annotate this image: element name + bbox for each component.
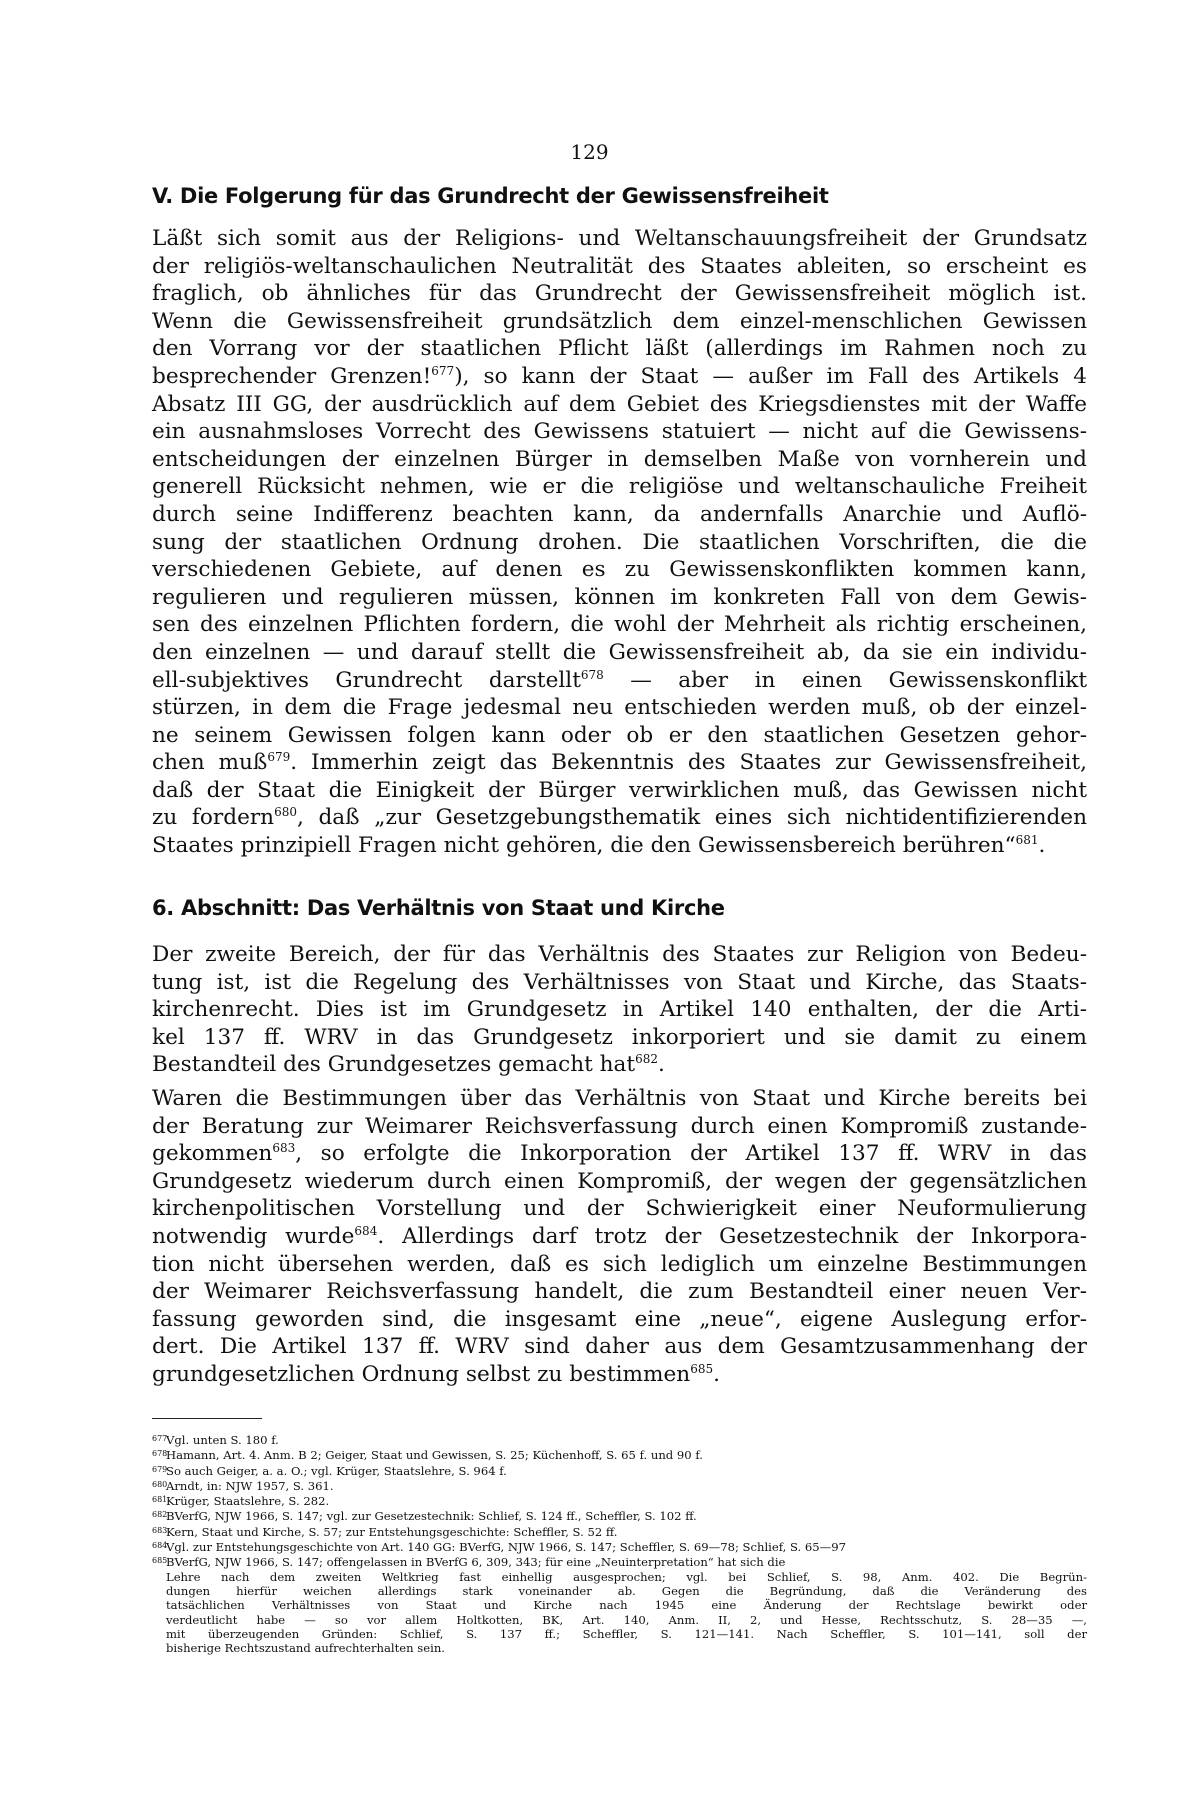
footnote-number: 679 [152,1464,168,1474]
footnote [152,1508,1087,1523]
text-line: verschiedenen Gebiete, auf denen es zu Gewissenskonflikten kommen kann, [152,557,1087,583]
footnote [152,1432,1087,1447]
footnote [152,1478,1087,1493]
line-text: ell-subjektives Grundrecht darstellt [152,667,581,693]
line-text: notwendig wurde [152,1223,355,1249]
footnote-text: Hamann, Art. 4. Anm. B 2; Geiger, Staat und Gewissen, S. 25; Küchenhoff, S. 65 f. und 90 f. [166,1448,703,1463]
footnote-continuation-line: tatsächlichen Verhältnisses von Staat und Kirche nach 1945 eine Änderung der Rechtslage bewirkt oder [166,1598,1087,1613]
text-line: regulieren und regulieren müssen, können im konkreten Fall von dem Gewis- [152,584,1087,610]
text-line: fassung geworden sind, die insgesamt eine „neue“, eigene Auslegung erfor- [152,1306,1087,1332]
text-line: ein ausnahmsloses Vorrecht des Gewissens statuiert — nicht auf die Gewissens- [152,419,1087,445]
footnote-number: 682 [152,1510,168,1520]
line-text: . [1038,833,1046,859]
line-text: . [713,1361,720,1387]
line-text: besprechender Grenzen! [152,363,432,389]
line-text: , daß „zur Gesetzgebungsthematik eines sich nichtidentifizierenden [296,805,1087,831]
footnote [152,1447,1087,1462]
footnote-text: BVerfG, NJW 1966, S. 147; offengelassen in BVerfG 6, 309, 343; für eine „Neuinterpretation“ hat sich die [166,1555,786,1570]
text-line: kirchenrecht. Dies ist im Grundgesetz in Artikel 140 enthalten, der die Arti- [152,997,1087,1023]
footnote-text: Vgl. zur Entstehungsgeschichte von Art. 140 GG: BVerfG, NJW 1966, S. 147; Scheffler, S. 69—78; Schlief, S. 65—97 [166,1540,846,1555]
text-line: tung ist, ist die Regelung des Verhältnisses von Staat und Kirche, das Staats- [152,969,1087,995]
footnotes [152,1432,1087,1655]
footnote-number: 678 [152,1449,168,1459]
footnote [152,1463,1087,1478]
footnote-continuation-line: verdeutlicht habe — so vor allem Holtkotten, BK, Art. 140, Anm. II, 2, und Hesse, Rechtsschutz, S. 28—35 —, [166,1612,1087,1627]
footnote-text: Vgl. unten S. 180 f. [166,1433,279,1447]
line-text: grundgesetzlichen Ordnung selbst zu bestimmen [152,1361,691,1387]
footnote-text: So auch Geiger, a. a. O.; vgl. Krüger, Staatslehre, S. 964 f. [166,1463,507,1478]
text-line [152,804,1087,832]
footnote-continuation-line: Lehre nach dem zweiten Weltkrieg fast einhellig ausgesprochen; vgl. bei Schlief, S. 98, Anm. 402. Die Begrün- [166,1569,1087,1584]
text-line: Der zweite Bereich, der für das Verhältnis des Staates zur Religion von Bedeu- [152,942,1087,967]
text-line: kel 137 ff. WRV in das Grundgesetz inkorporiert und sie damit zu einem [152,1024,1087,1050]
text-line: den Vorrang vor der staatlichen Pflicht läßt (allerdings im Rahmen noch zu [152,336,1087,362]
text-line: den einzelnen — und darauf stellt die Gewissensfreiheit ab, da sie ein individu- [152,639,1087,665]
footnote-continuation-line: dungen hierfür weichen allerdings stark voneinander ab. Gegen die Begründung, daß die Veränderung des [166,1583,1087,1598]
line-text: . [658,1052,665,1078]
section-heading: V. Die Folgerung für das Grundrecht der Gewissensfreiheit [152,184,829,208]
text-line [152,1051,1087,1079]
paragraph-gewissensfreiheit [152,225,1087,860]
text-line: generell Rücksicht nehmen, wie er die religiöse und weltanschauliche Freiheit [152,474,1087,500]
footnote-ref[interactable]: 679 [267,750,291,765]
page-number: 129 [570,140,609,164]
text-line: sen des einzelnen Pflichten fordern, die wohl der Mehrheit als richtig erscheinen, [152,612,1087,638]
text-line: kirchenpolitischen Vorstellung und der Schwierigkeit einer Neuformulierung [152,1196,1087,1222]
footnote-ref[interactable]: 677 [431,363,455,378]
footnote [152,1539,1087,1554]
text-line [152,832,1087,860]
chapter-heading: 6. Abschnitt: Das Verhältnis von Staat und Kirche [152,896,725,920]
text-line [152,1140,1087,1168]
line-text: Bestandteil des Grundgesetzes gemacht hat [152,1052,636,1078]
footnote-continuation-line: mit überzeugenden Gründen: Schlief, S. 137 ff.; Scheffler, S. 121—141. Nach Scheffler, S. 101—141, soll der [166,1626,1087,1641]
footnote-continuation-line: bisherige Rechtszustand aufrechterhalten sein. [166,1641,445,1656]
footnote-number: 684 [152,1541,168,1551]
text-line: der religiös-weltanschaulichen Neutralität des Staates ableiten, so erscheint es [152,253,1087,279]
text-line: dert. Die Artikel 137 ff. WRV sind daher aus dem Gesamtzusammenhang der [152,1334,1087,1360]
text-line: Waren die Bestimmungen über das Verhältnis von Staat und Kirche bereits bei [152,1086,1087,1111]
line-text: zu fordern [152,805,275,831]
text-line: ne seinem Gewissen folgen kann oder ob er den staatlichen Gesetzen gehor- [152,722,1087,748]
footnote-number: 681 [152,1495,168,1505]
text-line: tion nicht übersehen werden, daß es sich lediglich um einzelne Bestimmungen [152,1251,1087,1277]
line-text: , so erfolgte die Inkorporation der Artikel 137 ff. WRV in das [295,1141,1087,1167]
text-line: entscheidungen der einzelnen Bürger in demselben Maße von vornherein und [152,446,1087,472]
footnote-ref[interactable]: 682 [635,1052,659,1067]
footnote-ref[interactable]: 683 [272,1141,296,1156]
footnote-ref[interactable]: 684 [354,1223,378,1238]
footnote [152,1493,1087,1508]
footnote [152,1554,1087,1569]
text-line: der Weimarer Reichsverfassung handelt, die zum Bestandteil einer neuen Ver- [152,1279,1087,1305]
text-line: durch seine Indifferenz beachten kann, da andernfalls Anarchie und Auflö- [152,501,1087,527]
footnote-ref[interactable]: 681 [1015,833,1039,848]
text-line: Grundgesetz wiederum durch einen Kompromiß, der wegen der gegensätzlichen [152,1168,1087,1194]
text-line: daß der Staat die Einigkeit der Bürger verwirklichen muß, das Gewissen nicht [152,777,1087,803]
footnote-text: BVerfG, NJW 1966, S. 147; vgl. zur Gesetzestechnik: Schlief, S. 124 ff., Scheffler, S. 102 ff. [166,1509,697,1524]
line-text: Staates prinzipiell Fragen nicht gehören, die den Gewissensbereich berühren“ [152,833,1016,859]
text-line: stürzen, in dem die Frage jedesmal neu entschieden werden muß, ob der einzel- [152,695,1087,721]
footnote-number: 680 [152,1479,168,1489]
footnote-separator [152,1418,262,1419]
text-line: sung der staatlichen Ordnung drohen. Die staatlichen Vorschriften, die die [152,529,1087,555]
text-line [152,667,1087,695]
line-text: . Allerdings darf trotz der Gesetzestechnik der Inkorpora- [377,1223,1087,1249]
footnote-ref[interactable]: 685 [690,1361,714,1376]
line-text: . Immerhin zeigt das Bekenntnis des Staates zur Gewissensfreiheit, [290,750,1088,776]
footnote-text: Arndt, in: NJW 1957, S. 361. [166,1478,334,1493]
line-text: ), so kann der Staat — außer im Fall des Artikels 4 [454,363,1087,389]
footnote-number: 683 [152,1525,168,1535]
footnote-number: 685 [152,1556,168,1566]
text-line: Läßt sich somit aus der Religions- und Weltanschauungsfreiheit der Grundsatz [152,226,1087,251]
line-text: chen muß [152,750,268,776]
text-line [152,1361,1087,1389]
footnote-ref[interactable]: 680 [274,805,297,820]
text-line: Absatz III GG, der ausdrücklich auf dem Gebiet des Kriegsdienstes mit der Waffe [152,391,1087,417]
text-line [152,363,1087,391]
text-line: fraglich, ob ähnliches für das Grundrecht der Gewissensfreiheit möglich ist. [152,281,1087,307]
line-text: gekommen [152,1141,273,1167]
text-line [152,1223,1087,1251]
footnote-text: Krüger, Staatslehre, S. 282. [166,1494,330,1509]
footnote [152,1524,1087,1539]
text-line: der Beratung zur Weimarer Reichsverfassung durch einen Kompromiß zustande- [152,1113,1087,1139]
paragraph-inkorporation [152,1085,1087,1389]
text-line: Wenn die Gewissensfreiheit grundsätzlich dem einzel-menschlichen Gewissen [152,308,1087,334]
paragraph-staatskirchenrecht [152,941,1087,1079]
footnote-ref[interactable]: 678 [580,667,604,682]
footnote-text: Kern, Staat und Kirche, S. 57; zur Entstehungsgeschichte: Scheffler, S. 52 ff. [166,1524,618,1539]
footnote-number: 677 [152,1434,168,1443]
line-text: — aber in einen Gewissenskonflikt [603,667,1088,693]
text-line [152,749,1087,777]
